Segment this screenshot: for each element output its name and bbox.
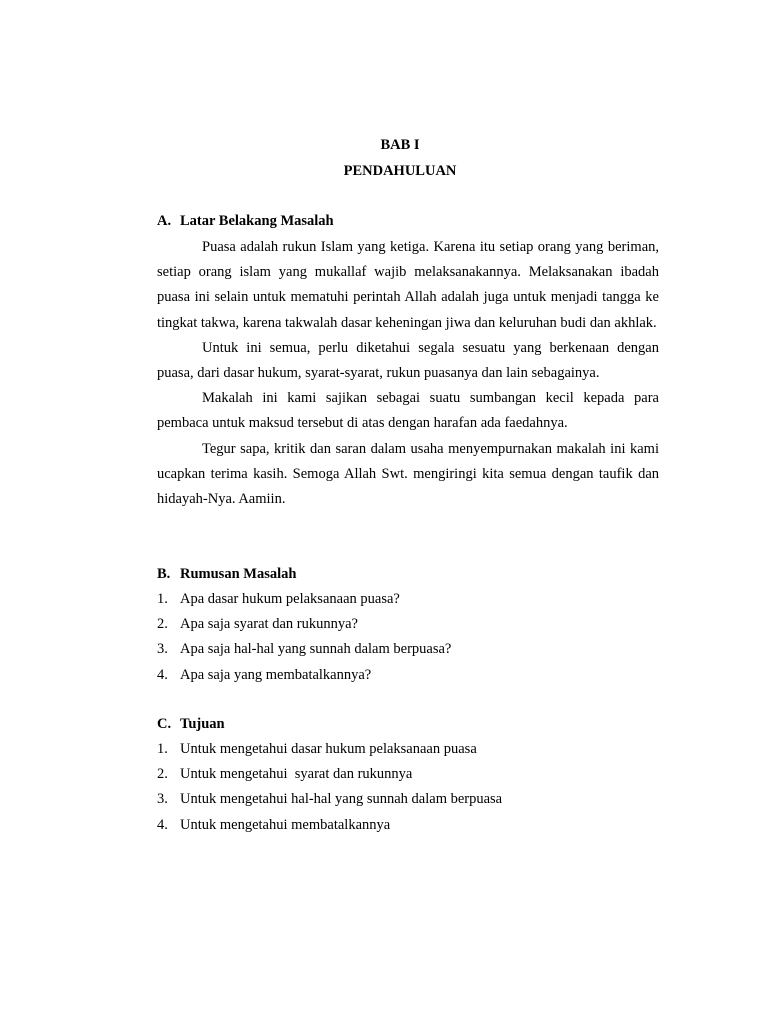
list-number: 4. [157,816,168,833]
list-text: Untuk mengetahui dasar hukum pelaksanaan puasa [180,741,477,757]
list-item [157,637,657,662]
list-number: 2. [157,766,168,783]
list-text: Apa saja hal-hal yang sunnah dalam berpuasa? [180,641,452,658]
list-text: Apa saja yang membatalkannya? [180,666,372,683]
section-b-heading [157,566,296,583]
list-text: Untuk mengetahui syarat dan rukunnya [180,766,413,783]
list-number: 1. [157,591,168,607]
chapter-subtitle: PENDAHULUAN [343,163,457,179]
problem-list [157,587,657,688]
paragraph: Untuk ini semua, perlu diketahui segala sesuatu yang berkenaan dengan puasa, dari dasar hukum, syarat-syarat, rukun puasanya dan lain sebagainya. [157,339,659,382]
section-c-title: Tujuan [180,716,225,732]
list-item [157,737,657,762]
list-item [157,762,657,787]
list-item [157,587,657,612]
list-item [157,813,657,838]
section-b-title: Rumusan Masalah [180,566,297,582]
objective-list [157,737,657,838]
section-c-heading [157,716,225,733]
paragraph: Makalah ini kami sajikan sebagai suatu sumbangan kecil kepada para pembaca untuk maksud tersebut di atas dengan harafan ada faedahnya. [157,390,659,432]
list-text: Apa saja syarat dan rukunnya? [180,616,358,633]
paragraph: Tegur sapa, kritik dan saran dalam usaha menyempurnakan makalah ini kami ucapkan terima kasih. Semoga Allah Swt. mengiringi kita semua dengan taufik dan hidayah-Nya. Aamiin. [157,440,659,508]
chapter-title: BAB I [380,137,420,153]
list-item [157,612,657,637]
section-a-title: Latar Belakang Masalah [180,213,334,229]
list-text: Untuk mengetahui membatalkannya [180,816,391,833]
list-number: 3. [157,791,168,808]
section-c-letter: C. [157,716,172,732]
section-a-body [157,235,659,512]
list-text: Apa dasar hukum pelaksanaan puasa? [180,591,400,607]
section-b-letter: B. [157,566,171,582]
list-item [157,787,657,812]
list-number: 4. [157,666,168,683]
list-number: 3. [157,641,168,658]
list-item [157,663,657,688]
list-number: 2. [157,616,168,633]
list-number: 1. [157,741,168,757]
section-a-heading [157,213,334,230]
section-a-letter: A. [157,213,172,229]
list-text: Untuk mengetahui hal-hal yang sunnah dalam berpuasa [180,791,503,808]
paragraph: Puasa adalah rukun Islam yang ketiga. Karena itu setiap orang yang beriman, setiap orang islam yang mukallaf wajib melaksanakannya. Melaksanakan ibadah puasa ini selain untuk mematuhi perintah Allah adalah juga untuk menjadi tangga ke tingkat takwa, karena takwalah dasar keheningan jiwa dan keluruhan budi dan akhlak. [157,239,659,331]
